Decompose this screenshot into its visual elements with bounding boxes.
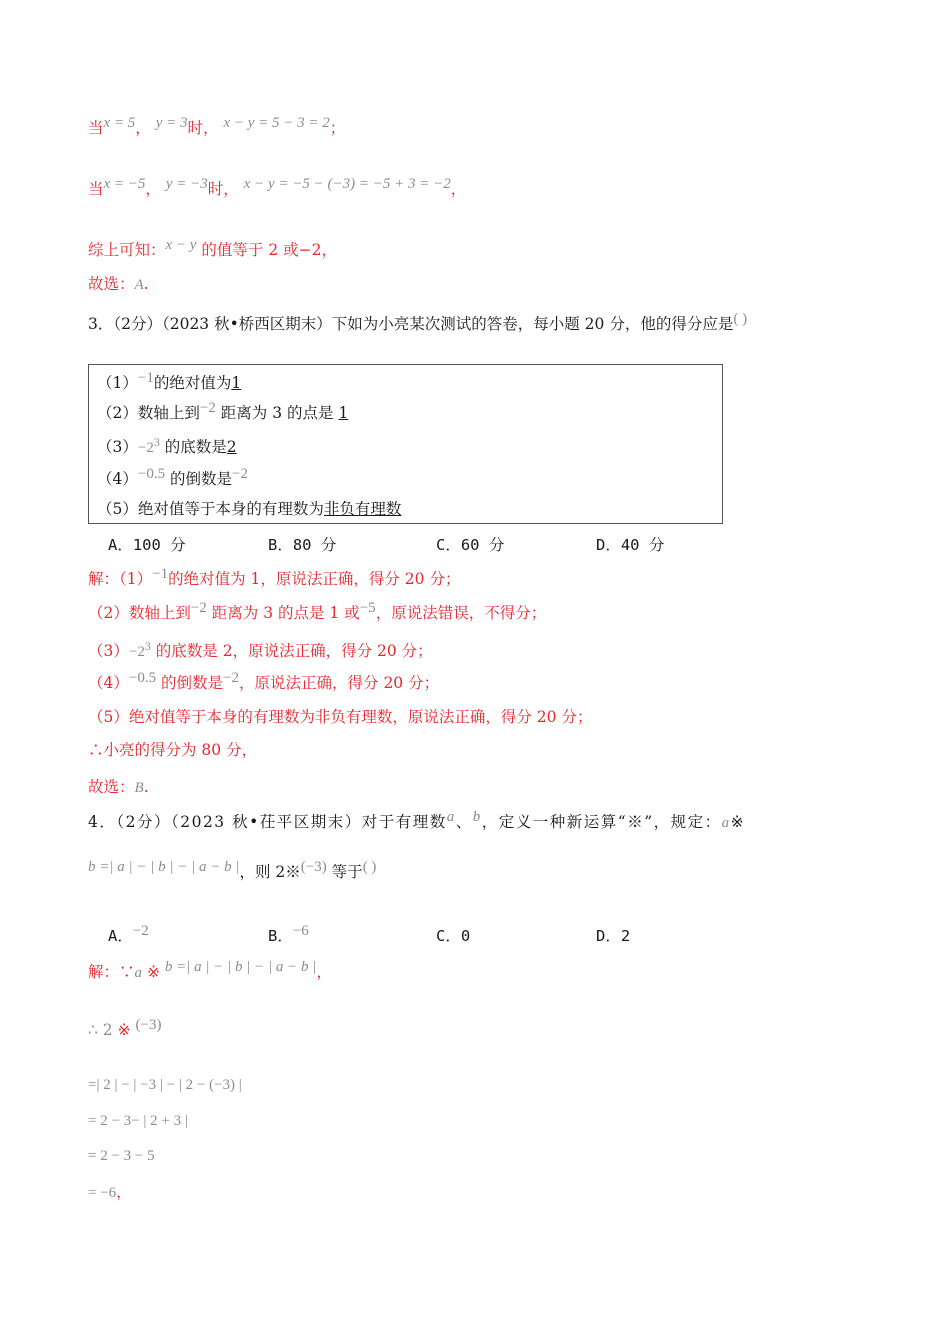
item-answer: 1 <box>231 374 242 392</box>
q4-answer-paren: ( ) <box>362 859 377 875</box>
q4-header-text: 4．（2分）（2023 秋•茌平区期末）对于有理数 <box>88 813 447 831</box>
y-value: y = −3 <box>165 176 208 192</box>
item-answer: −2 <box>232 466 249 482</box>
case2-line <box>88 176 467 200</box>
operator-symbol: ※ <box>146 963 160 981</box>
q3-solution-5: （5）绝对值等于本身的有理数为非负有理数，原说法正确，得分 20 分； <box>88 708 593 726</box>
summary-prefix: 综上可知： <box>88 241 166 259</box>
q3-solution-4 <box>88 670 440 694</box>
q3-option-c: C．60 分 <box>436 536 505 554</box>
box-item-4 <box>97 467 248 489</box>
box-item-5 <box>97 497 401 519</box>
q4-option-c <box>436 924 470 946</box>
separator: ， <box>135 119 151 137</box>
q3-header-text: 3．（2分）（2023 秋•桥西区期末）下如为小亮某次测试的答卷，每小题 20 分，他的得分应是 <box>88 315 734 333</box>
separator: 、 <box>455 813 473 831</box>
answer-choice: A <box>134 277 144 293</box>
var-a: a <box>446 809 456 825</box>
solution-math: −1 <box>152 566 169 582</box>
line-end: ， <box>116 1183 132 1201</box>
item-text: 的底数是 <box>164 438 227 456</box>
solution-text: ，原说法错误，不得分； <box>375 604 547 622</box>
var-b: b <box>472 809 482 825</box>
answer-prefix: 故选： <box>88 275 135 293</box>
solution-text: ，原说法正确，得分 20 分； <box>239 674 440 692</box>
definition-expression: b =| a | − | b | − | a − b | <box>88 859 240 875</box>
separator: ， <box>145 180 161 198</box>
q3-solution-3 <box>88 641 433 662</box>
solution-text: （3） <box>88 642 129 660</box>
answer-prefix: 故选： <box>88 778 135 796</box>
solution-math-exponent: 3 <box>144 639 151 653</box>
item-math: −2 <box>199 400 216 416</box>
var-a: a <box>134 965 143 981</box>
answer-line-q3 <box>88 777 149 798</box>
q4-step-1: =| 2 | − | −3 | − | 2 − (−3) | <box>88 1077 242 1093</box>
item-number: （2） <box>97 404 138 422</box>
item-text: 的倒数是 <box>170 470 233 488</box>
option-value: −2 <box>132 923 149 939</box>
box-item-3 <box>97 435 237 457</box>
q4-solution-1 <box>88 959 332 983</box>
when-text: 时， <box>187 119 219 137</box>
item-number: （5） <box>97 500 138 518</box>
q3-solution-6: ∴小亮的得分为 80 分， <box>88 741 258 759</box>
solution-math: −2 <box>190 600 207 616</box>
q4-option-a <box>108 924 149 946</box>
operator-symbol: ※ <box>117 1021 131 1039</box>
option-value: 0 <box>460 927 471 945</box>
answer-end: . <box>143 778 149 796</box>
solution-text: 解：∵ <box>88 963 135 981</box>
difference-expression: x − y = −5 − (−3) = −5 + 3 = −2 <box>243 176 451 192</box>
item-math: −0.5 <box>137 466 166 482</box>
q3-answer-paren: ( ) <box>733 311 748 327</box>
q4-option-d <box>596 924 630 946</box>
q4-step-4 <box>88 1182 132 1203</box>
solution-math: −0.5 <box>128 670 157 686</box>
box-item-1 <box>97 371 241 393</box>
x-value: x = −5 <box>103 176 146 192</box>
q3-solution-1 <box>88 566 461 590</box>
q4-header <box>88 809 746 833</box>
solution-text: 距离为 3 的点是 1 或 <box>211 604 360 622</box>
case-prefix: 当 <box>88 119 104 137</box>
option-letter: A． <box>108 927 133 945</box>
solution-math: −2 <box>223 670 240 686</box>
q4-definition <box>88 859 377 883</box>
case-prefix: 当 <box>88 180 104 198</box>
item-text: 绝对值等于本身的有理数为 <box>137 500 324 518</box>
when-text: 时， <box>207 180 239 198</box>
box-item-2 <box>97 401 348 423</box>
item-text: 距离为 3 的点是 <box>220 404 334 422</box>
option-letter: C． <box>436 927 461 945</box>
summary-line <box>88 237 337 261</box>
definition-argument: (−3) <box>300 859 327 875</box>
therefore-text: ∴ 2 <box>88 1021 113 1039</box>
answer-sheet-box <box>88 364 723 524</box>
option-value: 2 <box>620 927 631 945</box>
line-end: ； <box>329 119 346 137</box>
solution-math: −5 <box>359 600 376 616</box>
q3-option-d: D．40 分 <box>596 536 665 554</box>
solution-text: （4） <box>88 674 129 692</box>
solution-math-base: −2 <box>128 644 145 660</box>
item-math-base: −2 <box>137 440 154 456</box>
item-number: （1） <box>97 374 138 392</box>
difference-expression: x − y = 5 − 3 = 2 <box>223 115 330 131</box>
operation-argument: (−3) <box>135 1017 162 1033</box>
answer-choice: B <box>134 780 144 796</box>
solution-text: 的倒数是 <box>161 674 224 692</box>
q3-option-a: A．100 分 <box>108 536 186 554</box>
item-number: （4） <box>97 470 138 488</box>
summary-text: 的值等于 2 或−2， <box>201 241 337 259</box>
q3-solution-2 <box>88 600 547 624</box>
step-expression: = −6 <box>88 1185 117 1201</box>
q4-step-2: = 2 − 3− | 2 + 3 | <box>88 1113 188 1129</box>
solution-text: （2）数轴上到 <box>88 604 191 622</box>
item-math: −1 <box>137 370 154 386</box>
operator-symbol: ※ <box>730 813 746 831</box>
answer-line-q2 <box>88 274 149 295</box>
x-value: x = 5 <box>103 115 136 131</box>
solution-text: 的底数是 2，原说法正确，得分 20 分； <box>155 642 433 660</box>
solution-text: 的绝对值为 1，原说法正确，得分 20 分； <box>168 570 461 588</box>
line-end: ， <box>450 180 467 198</box>
answer-end: . <box>143 275 149 293</box>
q4-option-b <box>268 924 309 946</box>
q4-solution-2 <box>88 1017 162 1041</box>
item-answer: 1 <box>338 404 349 422</box>
case1-line <box>88 115 346 139</box>
q3-option-b: B．80 分 <box>268 536 337 554</box>
summary-expression: x − y <box>165 237 197 253</box>
option-value: −6 <box>292 923 309 939</box>
y-value: y = 3 <box>155 115 188 131</box>
item-answer: 非负有理数 <box>323 500 402 518</box>
q4-step-3: = 2 − 3 − 5 <box>88 1148 155 1164</box>
item-text: 的绝对值为 <box>153 374 232 392</box>
q3-header <box>88 311 748 335</box>
option-letter: B． <box>268 927 293 945</box>
definition-expression: b =| a | − | b | − | a − b | <box>164 959 317 975</box>
item-number: （3） <box>97 438 138 456</box>
line-end: ， <box>316 963 332 981</box>
option-letter: D． <box>596 927 621 945</box>
item-text: 数轴上到 <box>137 404 200 422</box>
definition-text: ，则 2※ <box>239 863 301 881</box>
var-a: a <box>721 815 731 831</box>
q4-header-text: ，定义一种新运算“※”，规定： <box>481 813 722 831</box>
definition-text: 等于 <box>331 863 363 881</box>
solution-text: 解：（1） <box>88 570 153 588</box>
item-answer: 2 <box>226 438 237 456</box>
item-math-exponent: 3 <box>153 435 160 449</box>
